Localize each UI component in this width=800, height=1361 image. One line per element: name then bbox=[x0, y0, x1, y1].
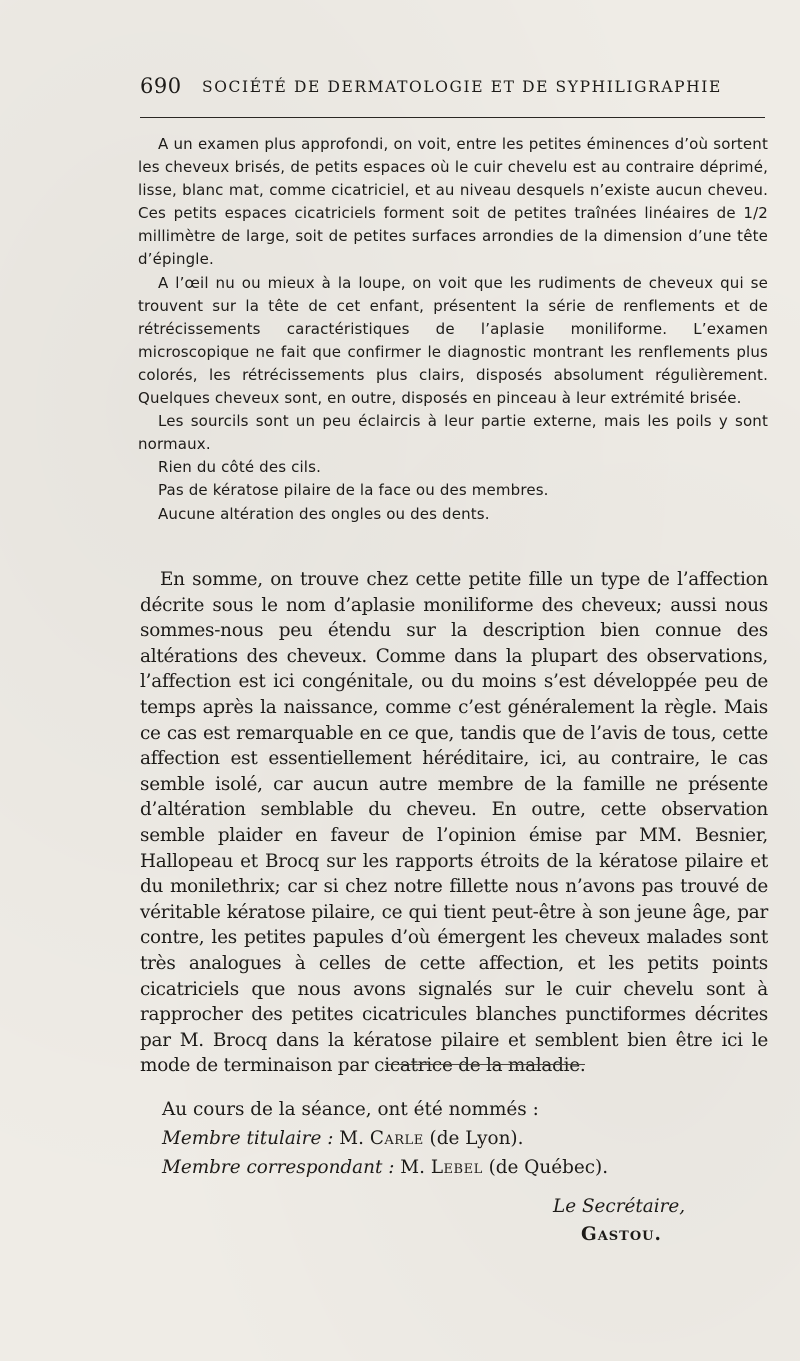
page-header bbox=[140, 74, 765, 104]
paragraph: Pas de kératose pilaire de la face ou des membres. bbox=[158, 481, 549, 500]
titular-name: Carle bbox=[369, 1128, 424, 1149]
paragraph: Rien du côté des cils. bbox=[158, 458, 321, 477]
corresponding-prefix: M. bbox=[400, 1157, 425, 1178]
session-nominations bbox=[162, 1095, 762, 1182]
titular-member-line bbox=[162, 1124, 762, 1153]
titular-prefix: M. bbox=[339, 1128, 364, 1149]
page-number: 690 bbox=[140, 74, 182, 98]
titular-place: (de Lyon). bbox=[429, 1128, 524, 1149]
section-divider bbox=[385, 1064, 585, 1065]
paragraph: A l’œil nu ou mieux à la loupe, on voit que les rudiments de cheveux qui se trouvent sur la tête de cet enfant, présentent la série de renflements et de rétrécissements caractéristiques de l’aplasie moniliforme. L’examen microscopique ne fait que confirmer le diagnostic montrant les renflements plus colorés, les rétrécissements plus clairs, disposés absolument régulièrement. Quelques cheveux sont, en outre, disposés en pinceau à leur extrémité brisée. bbox=[138, 273, 768, 408]
running-head: SOCIÉTÉ DE DERMATOLOGIE ET DE SYPHILIGRAPHIE bbox=[202, 78, 722, 96]
signature-block bbox=[553, 1193, 753, 1249]
header-rule bbox=[140, 117, 765, 118]
corresponding-label: Membre correspondant : bbox=[162, 1157, 395, 1178]
conclusion-block bbox=[140, 567, 768, 1079]
session-intro: Au cours de la séance, ont été nommés : bbox=[162, 1099, 539, 1120]
paragraph: Les sourcils sont un peu éclaircis à leur partie externe, mais les poils y sont normaux. bbox=[138, 412, 768, 454]
corresponding-place: (de Québec). bbox=[488, 1157, 609, 1178]
signature-role: Le Secrétaire, bbox=[553, 1196, 686, 1217]
conclusion-paragraph: En somme, on trouve chez cette petite fille un type de l’affection décrite sous le nom d’aplasie moniliforme des cheveux; aussi nous sommes-nous peu étendu sur la description bien connue des altérations des cheveux. Comme dans la plupart des observations, l’affection est ici congénitale, ou du moins s’est développée peu de temps après la naissance, comme c’est généralement la règle. Mais ce cas est remarquable en ce que, tandis que de l’avis de tous, cette affection est essentiellement héréditaire, ici, au contraire, le cas semble isolé, car aucun autre membre de la famille ne présente d’altération semblable du cheveu. En outre, cette observation semble plaider en faveur de l’opinion émise par MM. Besnier, Hallopeau et Brocq sur les rapports étroits de la kératose pilaire et du monilethrix; car si chez notre fillette nous n’avons pas trouvé de véritable kératose pilaire, ce qui tient peut-être à son jeune âge, par contre, les petites papules d’où émergent les cheveux malades sont très analogues à celles de cette affection, et les petits points cicatriciels que nous avons signalés sur le cuir chevelu sont à rapprocher des petites cicatricules blanches punctiformes décrites par M. Brocq dans la kératose pilaire et semblent bien être ici le mode de terminaison par cicatrice de la maladie. bbox=[140, 569, 768, 1077]
titular-label: Membre titulaire : bbox=[162, 1128, 334, 1149]
corresponding-name: Lebel bbox=[430, 1157, 483, 1178]
corresponding-member-line bbox=[162, 1153, 762, 1182]
paragraph: Aucune altération des ongles ou des dents. bbox=[158, 504, 490, 523]
paragraph: A un examen plus approfondi, on voit, entre les petites éminences d’où sortent les cheveux brisés, de petits espaces où le cuir chevelu est au contraire déprimé, lisse, blanc mat, comme cicatriciel, et au niveau desquels n’existe aucun cheveu. Ces petits espaces cicatriciels forment soit de petites traînées linéaires de 1/2 millimètre de large, soit de petites surfaces arrondies de la dimension d’une tête d’épingle. bbox=[138, 135, 768, 269]
signature-name: Gastou. bbox=[581, 1224, 662, 1245]
observation-details bbox=[138, 133, 768, 526]
